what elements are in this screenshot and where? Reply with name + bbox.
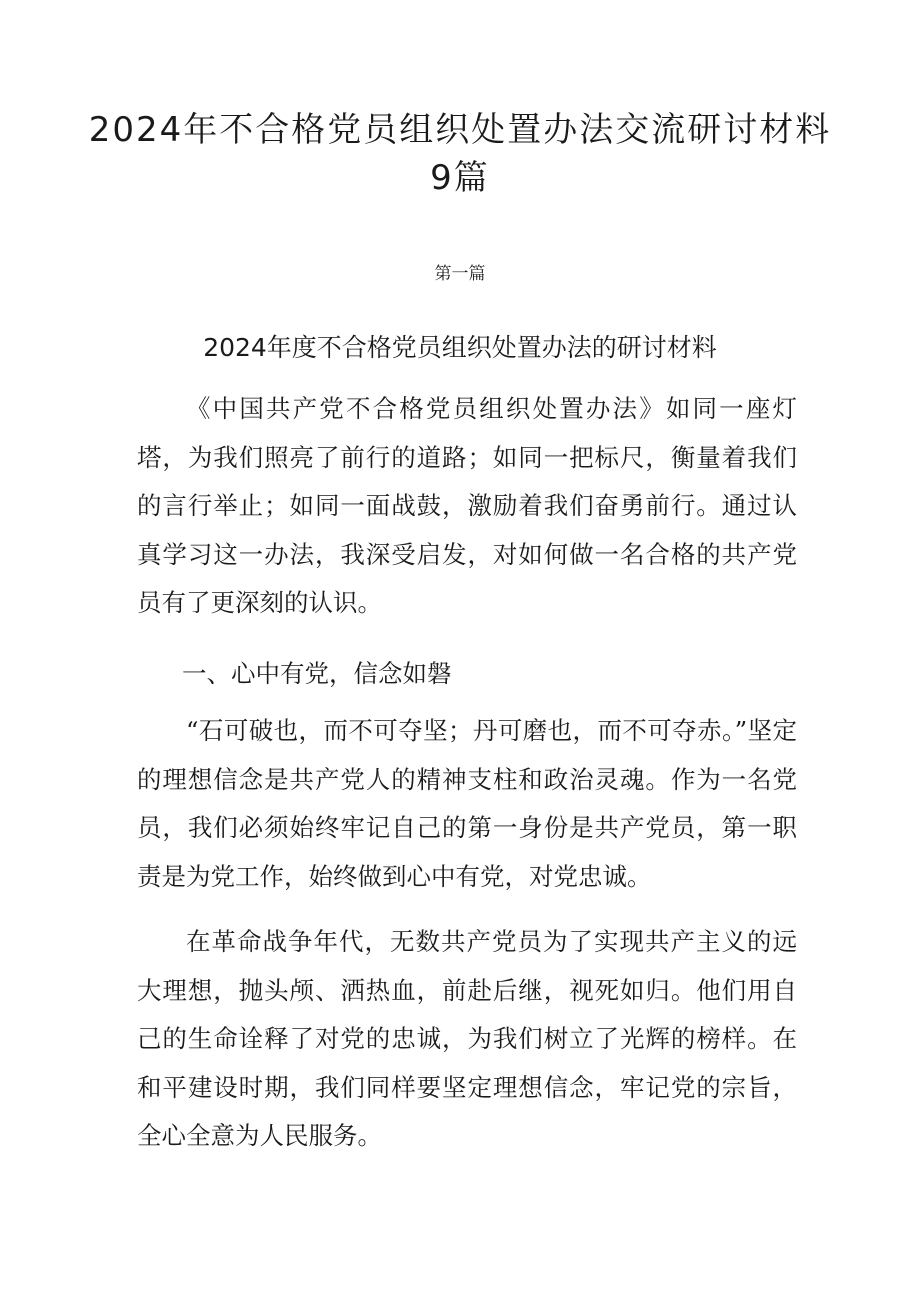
section-title: 2024年度不合格党员组织处置办法的研讨材料 [203, 333, 717, 362]
body-paragraph: 在革命战争年代，无数共产党员为了实现共产主义的远大理想，抛头颅、洒热血，前赴后继，视死如归。他们用自己的生命诠释了对党的忠诚，为我们树立了光辉的榜样。在和平建设时期，我们同样要坚定理想信念，牢记党的宗旨，全心全意为人民服务。 [137, 927, 797, 1150]
document-title: 2024年不合格党员组织处置办法交流研讨材料9篇 [88, 110, 832, 198]
chapter-label: 第一篇 [434, 264, 486, 284]
body-paragraph: “石可破也，而不可夺坚；丹可磨也，而不可夺赤。”坚定的理想信念是共产党人的精神支柱和政治灵魂。作为一名党员，我们必须始终牢记自己的第一身份是共产党员，第一职责是为党工作，始终做到心中有党，对党忠诚。 [137, 716, 797, 891]
intro-paragraph: 《中国共产党不合格党员组织处置办法》如同一座灯塔，为我们照亮了前行的道路；如同一把标尺，衡量着我们的言行举止；如同一面战鼓，激励着我们奋勇前行。通过认真学习这一办法，我深受启发，对如何做一名合格的共产党员有了更深刻的认识。 [137, 394, 797, 617]
heading-one: 一、心中有党，信念如磐 [182, 659, 452, 688]
